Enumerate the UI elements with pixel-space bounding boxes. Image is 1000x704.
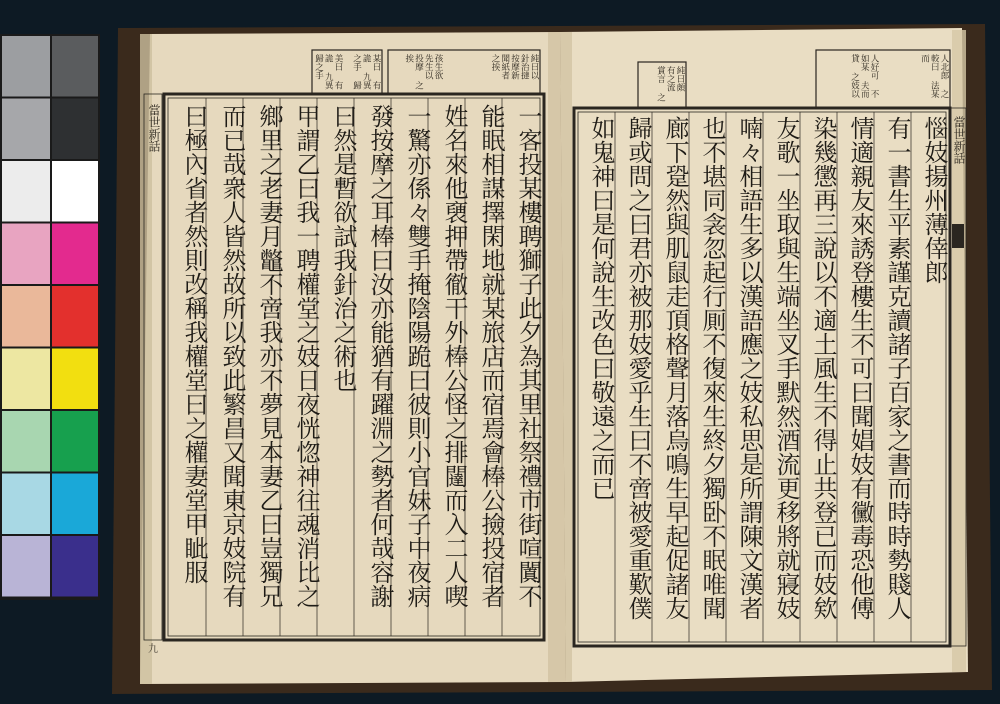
right-spine-dark-mark (952, 224, 964, 248)
right-column-7: 也不堪同衾忽起行厠不復來生終夕獨卧不眠唯聞 (698, 116, 726, 620)
swatch-left-1 (2, 99, 50, 160)
left-head-note-3: 某曰 有詭 九異 之手 歸 (351, 54, 381, 90)
swatch-left-8 (2, 536, 50, 597)
right-column-10: 如鬼神曰是何說生改色曰敬遠之而已 (587, 116, 615, 500)
right-head-note-2: 人好可 不如某 夫而貸 之妓以 (849, 54, 879, 98)
swatch-left-4 (2, 286, 50, 347)
swatch-left-7 (2, 474, 50, 535)
left-head-note-4: 美曰 有詭 九異 歸之手 (313, 54, 343, 90)
swatch-right-5 (52, 349, 98, 410)
left-column-3: 姓名來他褏押帶徹干外棒公怪之排闥而入二人喫 (440, 104, 468, 608)
left-column-2: 能眠相謀擇閑地就某旅店而宿焉會棒公撿投宿者 (477, 104, 505, 608)
left-column-6: 曰然是暫欲試我針治之術也 (329, 104, 357, 392)
swatch-right-8 (52, 536, 98, 597)
gutter-shadow (548, 32, 572, 682)
right-head-note-1: 純曰頗 有之流 賞言 之 (655, 66, 685, 102)
left-spine-title: 當世新話 (147, 104, 161, 152)
left-column-4: 一驚亦係々雙手掩陰陽跪曰彼則小官妹子中夜病 (403, 104, 431, 608)
right-column-1: 惱妓揚州薄倖郎 (920, 116, 948, 284)
swatch-left-2 (2, 161, 50, 222)
swatch-left-6 (2, 411, 50, 472)
swatch-right-3 (52, 224, 98, 285)
left-head-note-1: 純曰以 針治撻 按摩新 聞紙者 之挨 (489, 54, 539, 80)
calibration-swatches (2, 36, 98, 597)
left-column-5: 發按摩之耳棒曰汝亦能猶有躍淵之勢者何哉容謝 (366, 104, 394, 608)
left-column-10: 曰極內省者然則改稱我權堂曰之權妻堂甲眦服 (180, 104, 208, 584)
swatch-left-0 (2, 36, 50, 97)
left-column-9: 而已哉衆人皆然故所以致此繁昌又聞東京妓院有 (218, 104, 246, 608)
right-head-note-3: 人北郎 之較曰 法某而 (919, 54, 949, 98)
right-column-5: 友歌一坐取與生端坐叉手默然酒流更移將就寢妓 (772, 116, 800, 620)
swatch-right-1 (52, 99, 98, 160)
right-spine-title: 當世新話 (952, 116, 966, 164)
right-column-4: 染幾懲再三說以不適土風生不得止共登已而妓欸 (809, 116, 837, 620)
swatch-right-4 (52, 286, 98, 347)
swatch-left-3 (2, 224, 50, 285)
left-head-note-2: 孩生欲 先生以 投摩 之挨 (403, 54, 443, 90)
swatch-right-7 (52, 474, 98, 535)
right-column-9: 歸或問之曰君亦被那妓愛乎生曰不啻被愛重歎僕 (624, 116, 652, 620)
right-column-8: 廊下跫然與肌鼠走頂格聲月落烏鳴生早起促諸友 (661, 116, 689, 620)
left-column-1: 一客投某樓聘獅子此夕為其里社祭禮市街喧闐不 (514, 104, 542, 608)
left-page-number: 九 (148, 644, 158, 655)
right-column-2: 有一書生平素謹克讀諸子百家之書而時時勢賤人 (883, 116, 911, 620)
swatch-right-6 (52, 411, 98, 472)
left-column-8: 鄉里之老妻月鼈不啻我亦不夢見本妻乙曰豈獨兄 (255, 104, 283, 608)
right-column-3: 情適親友來誘登樓生不可曰聞娼妓有黴毒恐他傅 (846, 116, 874, 620)
swatch-right-2 (52, 161, 98, 222)
swatch-right-0 (52, 36, 98, 97)
left-column-7: 甲謂乙曰我一聘權堂之妓日夜恍惚神往魂消比之 (292, 104, 320, 608)
right-column-6: 喃々相語生多以漢語應之妓私思是所謂陳文漢者 (735, 116, 763, 620)
swatch-left-5 (2, 349, 50, 410)
